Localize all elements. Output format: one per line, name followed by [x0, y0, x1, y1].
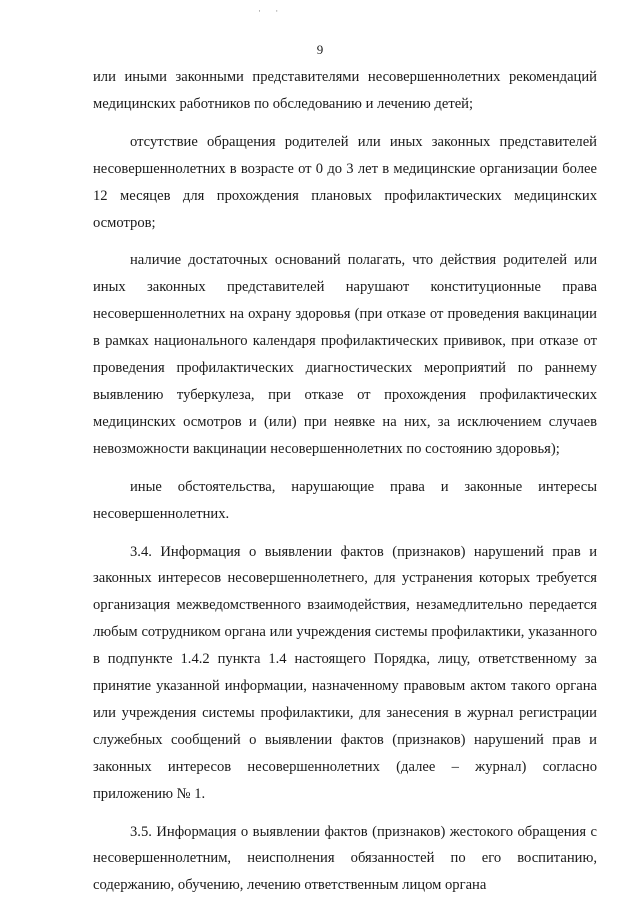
scan-artifact: · · — [258, 6, 285, 16]
paragraph-other-circumstances: иные обстоятельства, нарушающие права и законные интересы несовершеннолетних. — [93, 478, 597, 522]
paragraph-section-3-5: 3.5. Информация о выявлении фактов (признаков) жестокого обращения с несовершеннолетним, неисполнения обязанностей по его воспитанию, содержанию, обучению, лечению ответственным лицом органа — [93, 823, 597, 894]
paragraph-no-medical-visits: отсутствие обращения родителей или иных законных представителей несовершеннолетних в возрасте от 0 до 3 лет в медицинские организации более 12 месяцев для прохождения плановых профилактических медицинских осмотров; — [93, 133, 597, 231]
page-number: 9 — [316, 42, 324, 57]
document-body — [93, 64, 597, 899]
paragraph-continuation: или иными законными представителями несовершеннолетних рекомендаций медицинских работников по обследованию и лечению детей; — [93, 69, 597, 112]
paragraph-section-3-4: 3.4. Информация о выявлении фактов (признаков) нарушений прав и законных интересов несовершеннолетнего, для устранения которых требуется организация межведомственного взаимодействия, незамедлительно передается любым сотрудником органа или учреждения системы профилактики, указанного в подпункте 1.4.2 пункта 1.4 настоящего Порядка, лицу, ответственному за принятие указанной информации, назначенному правовым актом такого органа или учреждения системы профилактики, для занесения в журнал регистрации служебных сообщений о выявлении фактов (признаков) нарушений прав и законных интересов несовершеннолетних (далее – журнал) согласно приложению № 1. — [93, 543, 597, 802]
paragraph-rights-violation-grounds: наличие достаточных оснований полагать, что действия родителей или иных законных представителей нарушают конституционные права несовершеннолетних на охрану здоровья (при отказе от проведения вакцинации в рамках национального календаря профилактических прививок, при отказе от проведения профилактических диагностических мероприятий по раннему выявлению туберкулеза, при отказе от прохождения профилактических медицинских осмотров и (или) при неявке на них, за исключением случаев невозможности вакцинации несовершеннолетних по состоянию здоровья); — [93, 252, 597, 457]
